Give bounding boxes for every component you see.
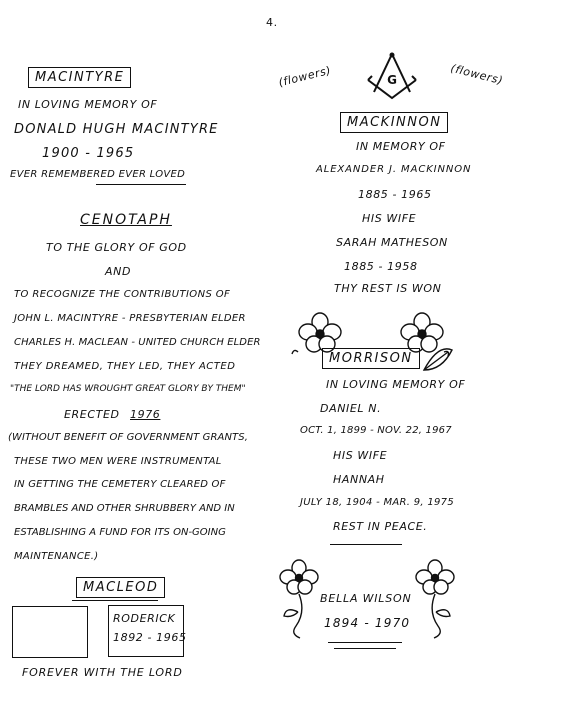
page-number: 4. <box>266 16 278 29</box>
mackinnon-wife-name: SARAH MATHESON <box>336 236 448 249</box>
cenotaph-line-macintyre: JOHN L. MACINTYRE - PRESBYTERIAN ELDER <box>14 313 246 324</box>
cenotaph-erected-label: ERECTED <box>64 408 120 421</box>
morrison-memory-line: IN LOVING MEMORY OF <box>326 378 466 391</box>
mackinnon-memory-line: IN MEMORY OF <box>356 140 446 153</box>
macintyre-memory-line: IN LOVING MEMORY OF <box>18 98 158 111</box>
svg-text:G: G <box>387 73 397 87</box>
macintyre-dates: 1900 - 1965 <box>42 146 135 161</box>
flower-stem-sketch-icon <box>276 556 322 640</box>
wilson-underline <box>328 642 402 643</box>
cenotaph-note-line: IN GETTING THE CEMETERY CLEARED OF <box>14 479 226 490</box>
flower-stem-sketch-icon <box>412 556 458 640</box>
morrison-surname-box: MORRISON <box>322 348 420 369</box>
cenotaph-erected-year: 1976 <box>130 408 161 421</box>
macintyre-name: DONALD HUGH MACINTYRE <box>14 122 219 137</box>
cenotaph-note-line: ESTABLISHING A FUND FOR ITS ON-GOING <box>14 527 226 538</box>
flowers-note-left: (flowers) <box>277 63 333 90</box>
wilson-name: BELLA WILSON <box>320 592 412 605</box>
macleod-name: RODERICK <box>113 612 176 625</box>
mackinnon-dates: 1885 - 1965 <box>358 188 432 201</box>
morrison-underline <box>330 544 402 545</box>
morrison-wife-label: HIS WIFE <box>333 449 388 462</box>
morrison-wife-dates: JULY 18, 1904 - MAR. 9, 1975 <box>300 497 455 508</box>
cenotaph-line-dreamed: THEY DREAMED, THEY LED, THEY ACTED <box>14 361 236 372</box>
morrison-name: DANIEL N. <box>320 402 382 415</box>
leaf-sketch-icon <box>418 340 458 376</box>
mackinnon-epitaph: THY REST IS WON <box>334 282 442 295</box>
mackinnon-wife-dates: 1885 - 1958 <box>344 260 418 273</box>
mackinnon-surname-box: MACKINNON <box>340 112 448 133</box>
headstone-outline-plain <box>12 606 88 658</box>
cenotaph-line-quote: "THE LORD HAS WROUGHT GREAT GLORY BY THEM" <box>10 384 246 394</box>
cenotaph-heading: CENOTAPH <box>80 212 172 228</box>
cenotaph-note-line: (WITHOUT BENEFIT OF GOVERNMENT GRANTS, <box>8 432 248 443</box>
wilson-underline <box>334 648 396 649</box>
morrison-epitaph: REST IN PEACE. <box>333 520 428 533</box>
macintyre-epitaph: EVER REMEMBERED EVER LOVED <box>10 169 186 180</box>
cenotaph-note-line: MAINTENANCE.) <box>14 551 99 562</box>
flowers-note-right: (flowers) <box>449 61 505 88</box>
macleod-dates: 1892 - 1965 <box>113 631 187 644</box>
mackinnon-name: ALEXANDER J. MACKINNON <box>316 164 472 175</box>
cenotaph-line-and: AND <box>105 265 132 278</box>
macleod-epitaph: FOREVER WITH THE LORD <box>22 666 183 679</box>
morrison-wife-name: HANNAH <box>333 473 385 486</box>
cenotaph-note-line: BRAMBLES AND OTHER SHRUBBERY AND IN <box>14 503 235 514</box>
macleod-surname-box: MACLEOD <box>76 577 165 598</box>
mackinnon-wife-label: HIS WIFE <box>362 212 417 225</box>
square-and-compass-emblem-icon <box>362 52 422 102</box>
cenotaph-line-maclean: CHARLES H. MACLEAN - UNITED CHURCH ELDER <box>14 337 261 348</box>
macleod-underline <box>72 600 158 601</box>
macintyre-surname-box: MACINTYRE <box>28 67 131 88</box>
cenotaph-line-recognize: TO RECOGNIZE THE CONTRIBUTIONS OF <box>14 289 231 300</box>
cenotaph-line-glory: TO THE GLORY OF GOD <box>46 241 187 254</box>
wilson-dates: 1894 - 1970 <box>324 616 411 630</box>
morrison-dates: OCT. 1, 1899 - NOV. 22, 1967 <box>300 425 452 436</box>
macintyre-epitaph-underline <box>96 184 186 185</box>
cenotaph-note-line: THESE TWO MEN WERE INSTRUMENTAL <box>14 456 222 467</box>
